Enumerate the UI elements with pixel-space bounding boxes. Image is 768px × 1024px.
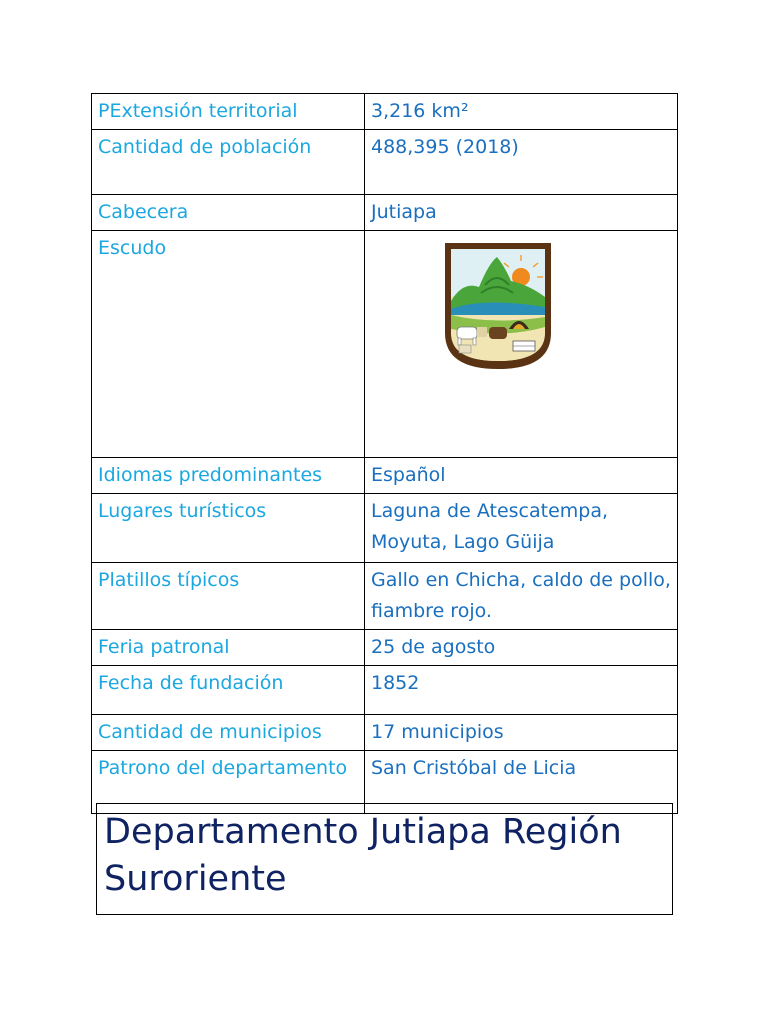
table-row bbox=[92, 494, 678, 563]
row-label: Cantidad de municipios bbox=[92, 715, 365, 751]
row-value: 488,395 (2018) bbox=[365, 130, 678, 195]
table-row bbox=[92, 458, 678, 494]
row-label: Lugares turísticos bbox=[92, 494, 365, 563]
row-label: Idiomas predominantes bbox=[92, 458, 365, 494]
row-value: 17 municipios bbox=[365, 715, 678, 751]
table-row bbox=[92, 630, 678, 666]
row-value: 1852 bbox=[365, 666, 678, 715]
table-row bbox=[92, 666, 678, 715]
row-value: 25 de agosto bbox=[365, 630, 678, 666]
coat-of-arms-icon bbox=[443, 241, 553, 371]
table-row bbox=[92, 231, 678, 458]
row-label: PExtensión territorial bbox=[92, 94, 365, 130]
department-info-table bbox=[91, 93, 678, 814]
table-row bbox=[92, 715, 678, 751]
row-label: Cantidad de población bbox=[92, 130, 365, 195]
row-value bbox=[365, 231, 678, 458]
row-value: 3,216 km² bbox=[365, 94, 678, 130]
row-value: Laguna de Atescatempa, Moyuta, Lago Güija bbox=[365, 494, 678, 563]
row-label: Fecha de fundación bbox=[92, 666, 365, 715]
row-label: Escudo bbox=[92, 231, 365, 458]
row-label: Feria patronal bbox=[92, 630, 365, 666]
row-value: Gallo en Chicha, caldo de pollo, fiambre rojo. bbox=[365, 563, 678, 630]
row-label: Cabecera bbox=[92, 195, 365, 231]
department-title-box: Departamento Jutiapa Región Suroriente bbox=[96, 803, 673, 915]
row-value: Español bbox=[365, 458, 678, 494]
row-label: Platillos típicos bbox=[92, 563, 365, 630]
table-row bbox=[92, 563, 678, 630]
row-value: San Cristóbal de Licia bbox=[365, 751, 678, 814]
table-row bbox=[92, 130, 678, 195]
row-value: Jutiapa bbox=[365, 195, 678, 231]
table-row bbox=[92, 94, 678, 130]
table-row bbox=[92, 195, 678, 231]
row-label: Patrono del departamento bbox=[92, 751, 365, 814]
